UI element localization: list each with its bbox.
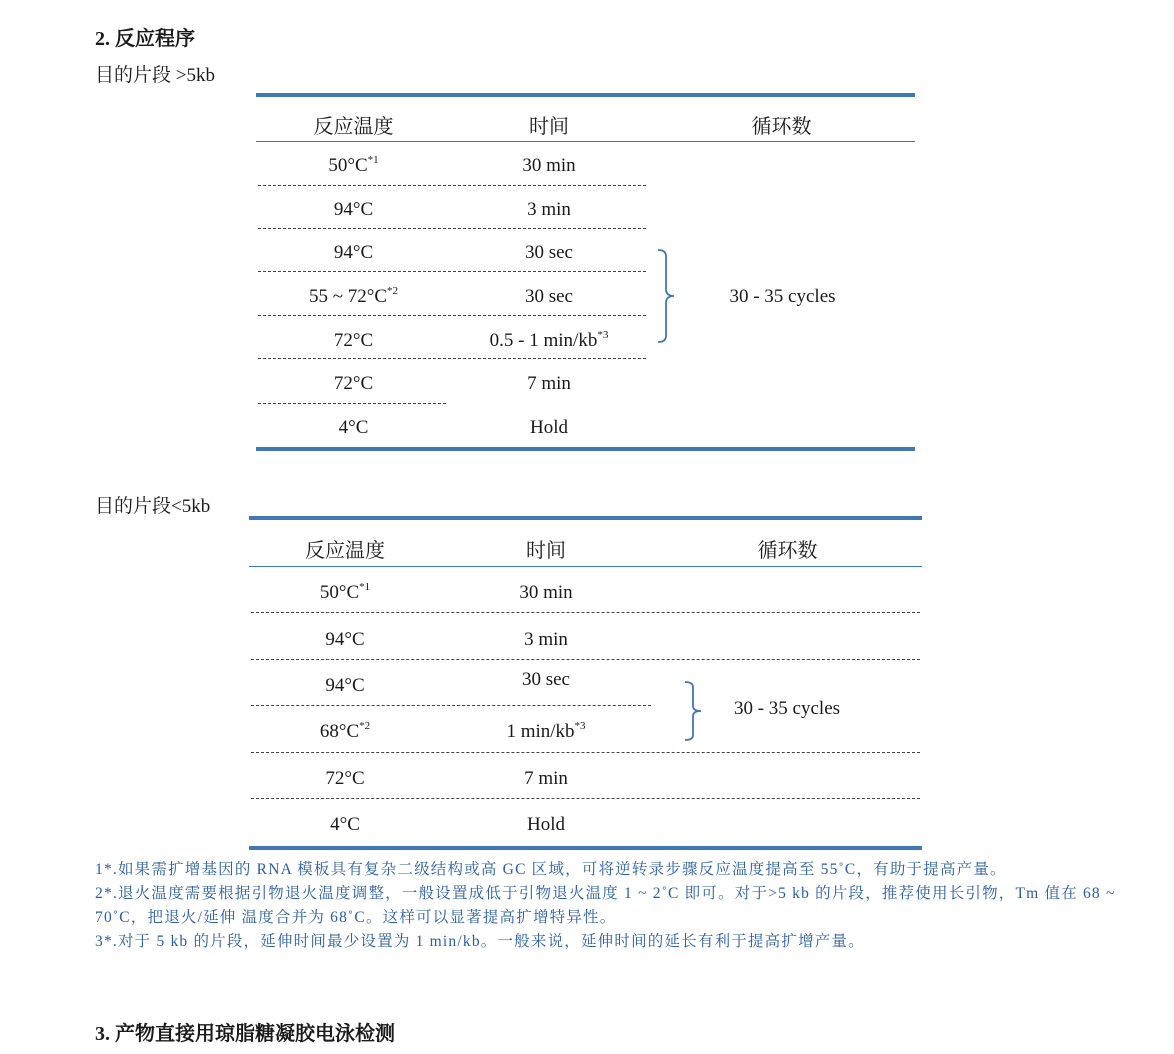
row-temp: 55 ~ $72^\circ C^{*2}$ [308, 285, 399, 307]
row-time: 30 sec [524, 242, 573, 263]
footnote-2: 2*.退火温度需要根据引物退火温度调整，一般设置成低于引物退火温度 1 ~ 2˚C 即可。对于>5 kb 的片段，推荐使用长引物，Tm 值在 68 ~ 70˚C，把退火/延伸 温度合并为 68˚C。这样可以显著提高扩增特异性。 [95, 885, 1116, 926]
row-temp: 94°C [333, 199, 374, 220]
row-divider [251, 612, 920, 613]
header-time: 时间 [529, 116, 569, 138]
row-temp: 94°C [325, 629, 365, 650]
header-cycles: 循环数 [757, 540, 818, 562]
row-temp: 94°C [333, 242, 374, 263]
row-temp: $50^\circ C^{*1}$ [328, 154, 379, 176]
row-temp: 72°C [333, 330, 374, 351]
row-time: 1 $\min/kb^{*3}$ [506, 720, 586, 742]
subtitle-long-fragment: 目的片段 >5kb [95, 65, 215, 86]
row-divider [251, 752, 920, 753]
footnote-3: 3*.对于 5 kb 的片段，延伸时间最少设置为 1 min/kb。一般来说，延伸时间的延长有利于提高扩增产量。 [95, 933, 865, 950]
table-bottom-rule [249, 846, 922, 850]
cycle-brace-icon [683, 681, 707, 741]
row-time: 0.5 - 1 $\min/kb^{*3}$ [489, 329, 609, 351]
footnotes [95, 858, 1145, 954]
row-temp: 72°C [333, 373, 374, 394]
row-temp: 94°C [325, 675, 365, 696]
row-time: 3 min [524, 629, 568, 650]
cycles-label: 30 - 35 cycles [729, 286, 836, 307]
cycle-brace-icon [656, 249, 680, 343]
section-3-title: 3. 产物直接用琼脂糖凝胶电泳检测 [95, 1023, 395, 1045]
row-divider [258, 228, 646, 229]
header-temperature: 反应温度 [313, 116, 394, 138]
row-divider [258, 403, 446, 404]
header-cycles: 循环数 [751, 116, 812, 138]
row-divider [258, 358, 646, 359]
row-divider [251, 705, 651, 706]
row-time: Hold [527, 814, 565, 835]
row-divider [258, 185, 646, 186]
table-bottom-rule [256, 447, 915, 451]
row-time: 30 min [519, 582, 573, 603]
cycles-label: 30 - 35 cycles [733, 698, 841, 719]
row-time: 30 sec [524, 286, 573, 307]
subtitle-short-fragment: 目的片段<5kb [95, 496, 211, 517]
row-divider [251, 798, 920, 799]
row-time: 30 sec [521, 669, 570, 690]
row-temp: $50^\circ C^{*1}$ [319, 581, 371, 603]
footnote-1: 1*.如果需扩增基因的 RNA 模板具有复杂二级结构或高 GC 区域，可将逆转录步骤反应温度提高至 55˚C，有助于提高产量。 [95, 861, 1007, 878]
row-time: Hold [530, 417, 568, 438]
row-divider [258, 315, 646, 316]
table-top-rule [256, 93, 915, 97]
header-rule [256, 141, 915, 142]
table-top-rule [249, 516, 922, 520]
header-temperature: 反应温度 [305, 540, 385, 562]
row-temp: 4°C [330, 814, 360, 835]
row-divider [251, 659, 920, 660]
row-time: 3 min [527, 199, 571, 220]
row-temp: 72°C [325, 768, 365, 789]
header-time: 时间 [526, 540, 566, 562]
row-time: 7 min [527, 373, 571, 394]
row-time: 30 min [522, 155, 576, 176]
row-divider [258, 271, 646, 272]
row-temp: $68^\circ C^{*2}$ [319, 720, 371, 742]
row-time: 7 min [524, 768, 568, 789]
section-2-title: 2. 反应程序 [95, 28, 195, 50]
header-rule [249, 566, 922, 567]
row-temp: 4°C [338, 417, 369, 438]
